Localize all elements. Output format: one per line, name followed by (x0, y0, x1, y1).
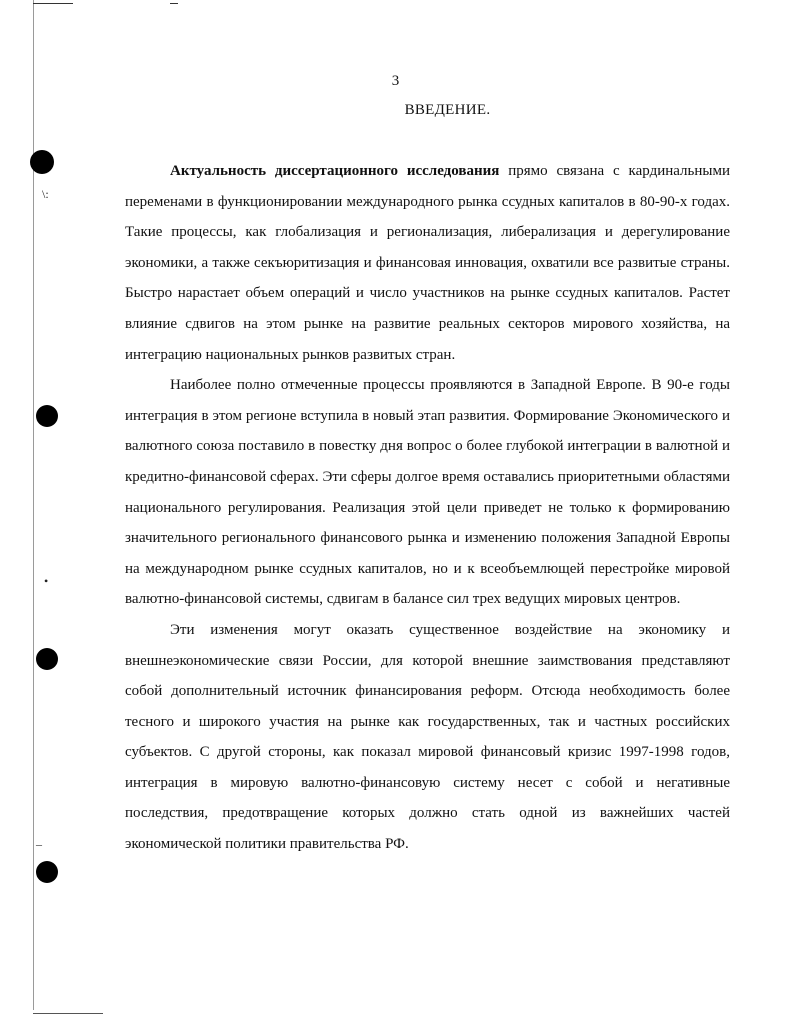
punch-hole (36, 405, 58, 427)
punch-hole (36, 861, 58, 883)
scan-top-mark (33, 3, 73, 4)
scan-speck: \: (42, 187, 49, 201)
scan-speck: – (36, 837, 42, 851)
scan-bottom-line (33, 1013, 103, 1014)
paragraph-text: прямо связана с кардинальными переменами в функционировании международного рынка ссудных капиталов в 80-90-х годах. Такие процессы, как глобализация и регионализация, либерализация и дерегулирование экономики, а также секъюритизация и финансовая инновация, охватили все развитые страны. Быстро нарастает объем операций и число участников на рынке ссудных капиталов. Растет влияние сдвигов на этом рынке на развитие реальных секторов мирового хозяйства, на интеграцию национальных рынков развитых стран. (125, 163, 731, 363)
page-number: 3 (391, 73, 400, 89)
punch-hole (30, 150, 54, 174)
page-title: ВВЕДЕНИЕ. (404, 102, 491, 118)
body-text (125, 156, 730, 860)
punch-hole (36, 648, 58, 670)
paragraph-lead-bold: Актуальность диссертационного исследования (170, 163, 500, 179)
scan-top-mark (170, 3, 178, 4)
scan-speck: • (44, 574, 49, 588)
paragraph (125, 156, 730, 370)
paragraph: Эти изменения могут оказать существенное воздействие на экономику и внешнеэкономические связи России, для которой внешние заимствования представляют собой дополнительный источник финансирования реформ. Отсюда необходимость более тесного и широкого участия на рынке как государственных, так и частных российских субъектов. С другой стороны, как показал мировой финансовый кризис 1997-1998 годов, интеграция в мировую валютно-финансовую систему несет с собой и негативные последствия, предотвращение которых должно стать одной из важнейших частей экономической политики правительства РФ. (125, 621, 730, 853)
paragraph: Наиболее полно отмеченные процессы проявляются в Западной Европе. В 90-е годы интеграция в этом регионе вступила в новый этап развития. Формирование Экономического и валютного союза поставило в повестку дня вопрос о более глубокой интеграции в валютной и кредитно-финансовой сферах. Эти сферы долгое время оставались приоритетными областями национального регулирования. Реализация этой цели приведет не только к формированию значительного регионального финансового рынка и изменению положения Западной Европы на международном рынке ссудных капиталов, но и к всеобъемлющей перестройке мировой валютно-финансовой системы, сдвигам в балансе сил трех ведущих мировых центров. (125, 377, 730, 608)
